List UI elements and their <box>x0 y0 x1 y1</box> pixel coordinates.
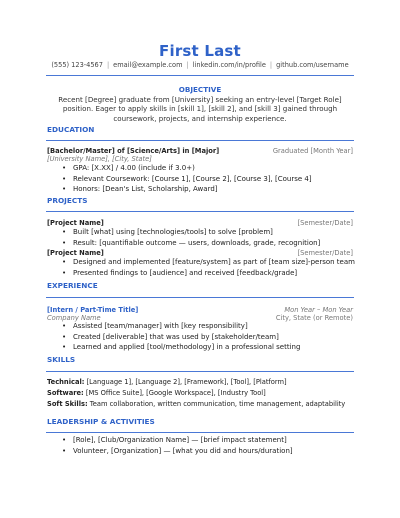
company-name: Company Name <box>47 314 101 322</box>
list-item: • Assisted [team/manager] with [key responsibility] <box>62 321 300 332</box>
project-bullets <box>62 257 355 278</box>
candidate-name: First Last <box>159 42 241 60</box>
skills-row-software <box>47 389 266 397</box>
skill-label: Software: <box>47 389 84 397</box>
experience-heading: EXPERIENCE <box>47 281 98 290</box>
list-item: • Created [deliverable] that was used by [stakeholder/team] <box>62 332 300 343</box>
github: github.com/username <box>276 61 349 69</box>
leadership-heading: LEADERSHIP & ACTIVITIES <box>47 417 155 426</box>
project-name: [Project Name] <box>47 249 104 257</box>
phone: (555) 123-4567 <box>51 61 103 69</box>
job-dates: Mon Year – Mon Year <box>284 306 353 314</box>
school: [University Name], [City, State] <box>47 155 152 163</box>
contact-separator: | <box>269 61 273 69</box>
experience-divider <box>46 297 354 298</box>
skill-value: [MS Office Suite], [Google Workspace], [Industry Tool] <box>83 389 266 397</box>
projects-heading: PROJECTS <box>47 196 88 205</box>
leadership-bullets <box>62 435 293 456</box>
list-item: • Presented findings to [audience] and received [feedback/grade] <box>62 268 355 279</box>
graduation-date: Graduated [Month Year] <box>272 147 353 155</box>
education-heading: EDUCATION <box>47 125 95 134</box>
leadership-divider <box>46 432 354 433</box>
skills-row-soft <box>47 400 345 408</box>
list-item: • Honors: [Dean's List, Scholarship, Award] <box>62 184 312 195</box>
contact-separator: | <box>106 61 110 69</box>
objective-text: Recent [Degree] graduate from [University] seeking an entry-level [Target Role] position. Eager to apply skills in [skill 1], [skill 2], and [skill 3] gained through coursework, projects, and internship experience. <box>58 95 342 123</box>
list-item: • [Role], [Club/Organization Name] — [brief impact statement] <box>62 435 293 446</box>
education-bullets <box>62 163 312 195</box>
project-date: [Semester/Date] <box>297 249 353 257</box>
linkedin: linkedin.com/in/profile <box>192 61 266 69</box>
skill-value: Team collaboration, written communication, time management, adaptability <box>87 400 346 408</box>
degree: [Bachelor/Master] of [Science/Arts] in [Major] <box>47 147 220 155</box>
list-item: • GPA: [X.XX] / 4.00 (include if 3.0+) <box>62 163 312 174</box>
project-date: [Semester/Date] <box>297 219 353 227</box>
list-item: • Built [what] using [technologies/tools] to solve [problem] <box>62 227 320 238</box>
email: email@example.com <box>113 61 183 69</box>
contact-line <box>0 61 400 69</box>
objective-heading: OBJECTIVE <box>178 85 222 94</box>
project-bullets <box>62 227 320 248</box>
experience-bullets <box>62 321 300 353</box>
list-item: • Result: [quantifiable outcome — users, downloads, grade, recognition] <box>62 238 320 249</box>
skill-value: [Language 1], [Language 2], [Framework], [Tool], [Platform] <box>84 378 287 386</box>
list-item: • Volunteer, [Organization] — [what you did and hours/duration] <box>62 446 293 457</box>
list-item: • Relevant Coursework: [Course 1], [Course 2], [Course 3], [Course 4] <box>62 174 312 185</box>
contact-separator: | <box>186 61 189 69</box>
skill-label: Soft Skills: <box>47 400 88 408</box>
project-name: [Project Name] <box>47 219 104 227</box>
skills-heading: SKILLS <box>47 355 76 364</box>
job-location: City, State (or Remote) <box>275 314 353 322</box>
skills-divider <box>46 371 354 372</box>
list-item: • Designed and implemented [feature/system] as part of [team size]-person team <box>62 257 355 268</box>
projects-divider <box>46 211 354 212</box>
list-item: • Learned and applied [tool/methodology] in a professional setting <box>62 342 300 353</box>
skill-label: Technical: <box>47 378 85 386</box>
header-divider <box>46 75 354 76</box>
job-title: [Intern / Part-Time Title] <box>47 306 139 314</box>
education-divider <box>46 140 354 141</box>
skills-row-technical <box>47 378 287 386</box>
